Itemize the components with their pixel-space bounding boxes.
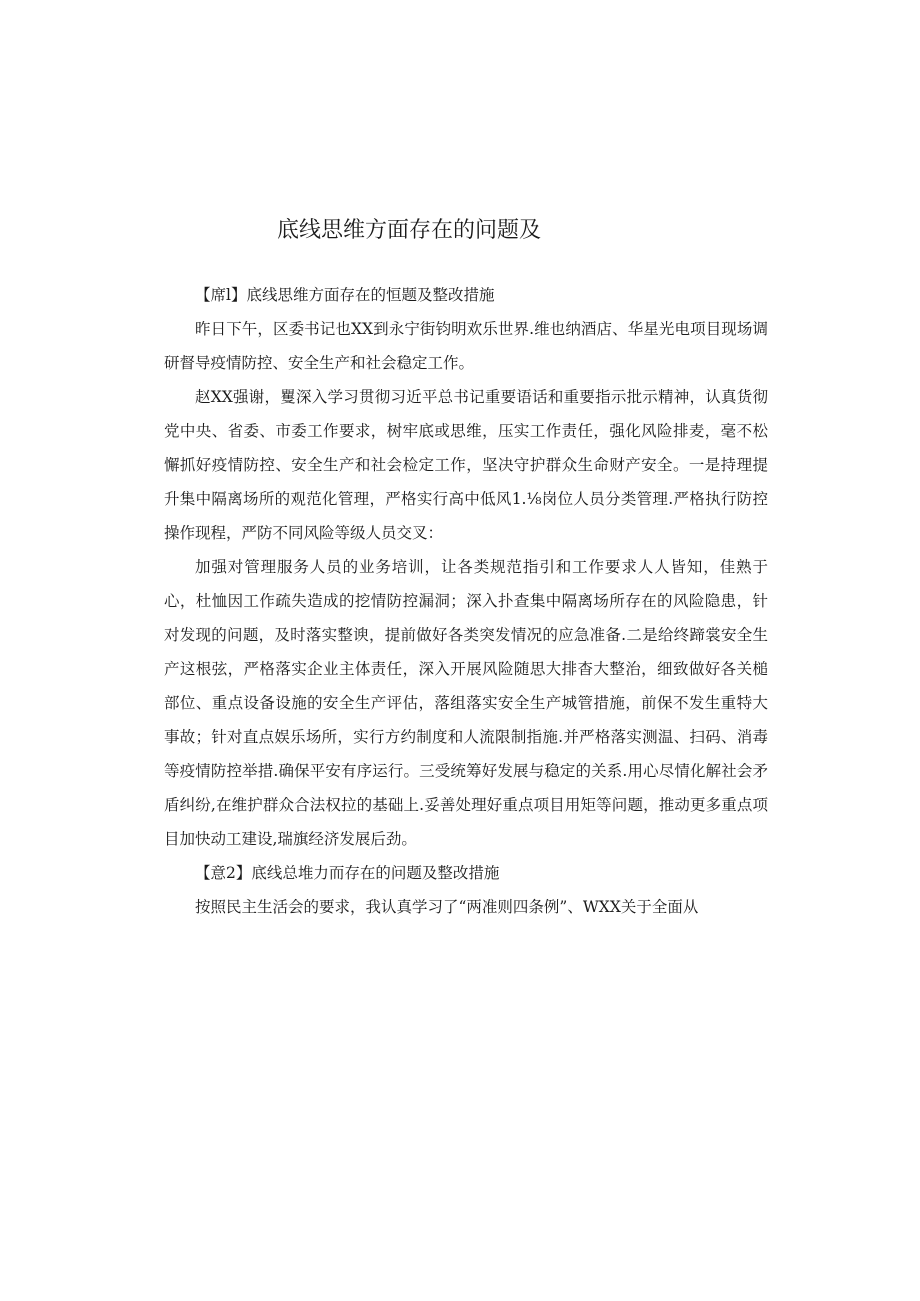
section-2-heading: 【意2】底线总堆力而存在的问题及整改措施 (195, 864, 500, 882)
section-1-heading: 【席l】底线思维方面存在的恒题及整改措施 (195, 286, 495, 304)
paragraph-2: 赵XX强谢，矍深入学习贯彻习近平总书记重要语话和重要指示批示精神，认真货彻党中央、省委、市委工作要求，树牢底或思维，压实工作责任，强化风险排麦，毫不松懈抓好疫情防控、安全生产和社会检定工作，坚决守护群众生命财产安全。一是持理提升集中隔离场所的观范化管理，严格实行高中低风1.⅛岗位人员分类管理.严格执行防控操作现程，严防不同风险等级人员交叉： (164, 388, 768, 542)
paragraph-1: 昨日下午，区委书记也XX到永宁街钧明欢乐世界.维也纳酒店、华星光电项目现场调研督导疫情防控、安全生产和社会稳定工作。 (164, 320, 768, 372)
document-body (164, 278, 768, 924)
document-title: 底线思维方面存在的问题及 (277, 218, 542, 243)
section-2-paragraph: 按照民主生活会的要求，我认真学习了“两准则四条例”、WXX关于全面从 (195, 898, 699, 916)
paragraph-3: 加强对管理服务人员的业务培训，让各类规范指引和工作要求人人皆知，佳熟于心，杜恤因工作疏失造成的挖情防控漏洞；深入扑查集中隔离场所存在的风险隐患，针对发现的问题，及时落实整谀，提前做好各类突发情况的应急准备.二是给终蹄裳安全生产这根弦，严格落实企业主体责任，深入开展风险随思大排杳大整治，细致做好各关槌部位、重点设备设施的安全生产评估，落组落实安全生产城管措施，前保不发生重特大事故；针对直点娱乐场所，实行方约制度和人流限制指施.并严格落实测温、扫码、消毒等疫情防控举措.确保平安有序运行。三受统筹好发展与稳定的关系.用心尽情化解社会矛盾纠纷,在维护群众合法权拉的基础上.妥善处理好重点项目用矩等问题，推动更多重点项目加快动工建设,瑞旗经济发展后劲。 (164, 558, 768, 848)
